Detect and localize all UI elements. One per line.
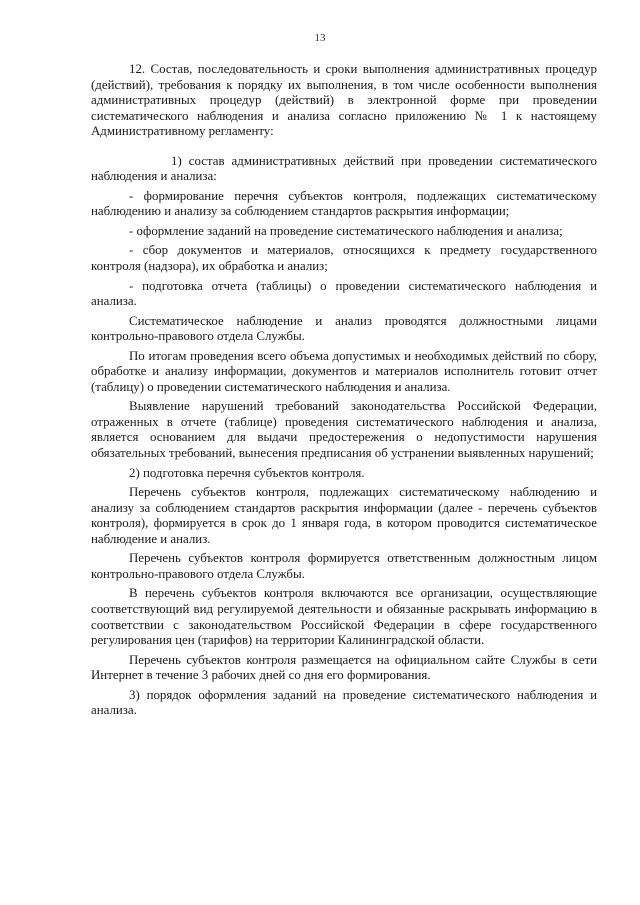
paragraph-12: 12. Состав, последовательность и сроки выполнения административных процедур (действий), требования к порядку их выполнения, в том числе особенности выполнения административных процедур (действий) в электронной форме при проведении систематического наблюдения и анализа согласно приложению № 1 к настоящему Административному регламенту: xyxy=(91,62,597,139)
paragraph-list-inclusion: В перечень субъектов контроля включаются все организации, осуществляющие соответствующий вид регулируемой деятельности и обязанные раскрывать информацию в соответствии с законодательством Российской Федерации в сфере государственного регулирования цен (тарифов) на территории Калининградской области. xyxy=(91,586,597,648)
paragraph-violations: Выявление нарушений требований законодательства Российской Федерации, отраженных в отчете (таблице) проведения систематического наблюдения и анализа, является основанием для выдачи предостережения о недопустимости нарушения обязательных требований, вынесения предписания об устранении выявленных нарушений; xyxy=(91,399,597,461)
paragraph-bullet-2: - оформление заданий на проведение систематического наблюдения и анализа; xyxy=(129,223,563,238)
paragraph-list-publication: Перечень субъектов контроля размещается на официальном сайте Службы в сети Интернет в течение 3 рабочих дней со дня его формирования. xyxy=(91,652,597,683)
paragraph-list-responsible: Перечень субъектов контроля формируется ответственным должностным лицом контрольно-правового отдела Службы. xyxy=(91,551,597,581)
document-body xyxy=(91,62,597,723)
paragraph-bullet-4: - подготовка отчета (таблицы) о проведении систематического наблюдения и анализа. xyxy=(91,278,597,309)
paragraph-item-2: 2) подготовка перечня субъектов контроля. xyxy=(129,465,365,480)
paragraph-item-3: 3) порядок оформления заданий на проведение систематического наблюдения и анализа. xyxy=(91,687,597,718)
paragraph-results: По итогам проведения всего объема допустимых и необходимых действий по сбору, обработке и анализу информации, документов и материалов исполнитель готовит отчет (таблицу) о проведении систематического наблюдения и анализа. xyxy=(91,348,597,394)
paragraph-bullet-3: - сбор документов и материалов, относящихся к предмету государственного контроля (надзора), их обработка и анализ; xyxy=(91,243,597,274)
paragraph-observation: Систематическое наблюдение и анализ проводятся должностными лицами контрольно-правового отдела Службы. xyxy=(91,313,597,344)
paragraph-item-1: 1) состав административных действий при проведении систематического наблюдения и анализа: xyxy=(91,153,597,184)
page-number: 13 xyxy=(314,32,326,44)
paragraph-bullet-1: - формирование перечня субъектов контроля, подлежащих систематическому наблюдению и анализу за соблюдением стандартов раскрытия информации; xyxy=(91,188,597,219)
paragraph-list-formation: Перечень субъектов контроля, подлежащих систематическому наблюдению и анализу за соблюдением стандартов раскрытия информации (далее - перечень субъектов контроля), формируется в срок до 1 января года, в котором проводится систематическое наблюдение и анализ. xyxy=(91,485,597,546)
